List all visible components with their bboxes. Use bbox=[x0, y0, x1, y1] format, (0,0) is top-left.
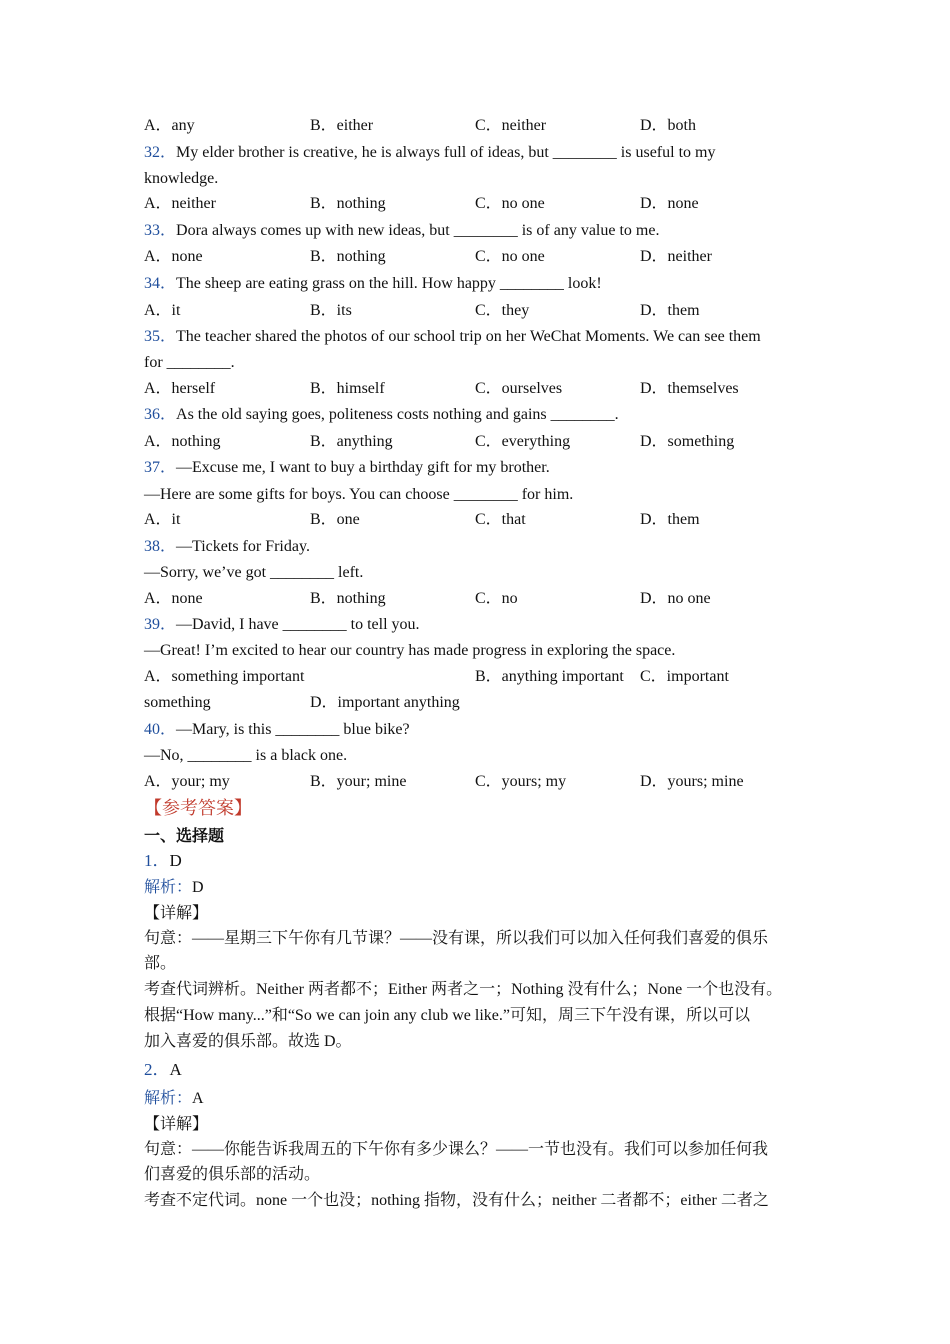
question-text: —Tickets for Friday. bbox=[176, 538, 310, 555]
analysis-label: 解析： bbox=[144, 1090, 193, 1107]
option-a: A．none bbox=[144, 248, 203, 265]
analysis-line bbox=[144, 1089, 204, 1109]
explanation-line: 句意：——你能告诉我周五的下午你有多少课么？——一节也没有。我们可以参加任何我 bbox=[144, 1141, 769, 1158]
answer-number: 1． bbox=[144, 851, 170, 870]
detail-label: 【详解】 bbox=[144, 1116, 209, 1133]
answer-value: A bbox=[169, 1060, 182, 1079]
option-c: C．no bbox=[475, 590, 518, 607]
question-36 bbox=[144, 405, 619, 425]
option-d: D．them bbox=[640, 302, 700, 319]
option-b: B．himself bbox=[310, 380, 385, 397]
answer-value: D bbox=[169, 851, 182, 870]
option-c: C．ourselves bbox=[475, 380, 563, 397]
option-a: A．herself bbox=[144, 380, 216, 397]
option-c: C．neither bbox=[475, 117, 547, 134]
question-number: 35． bbox=[144, 328, 177, 345]
option-b: B．anything important bbox=[475, 668, 624, 685]
question-34 bbox=[144, 274, 602, 294]
question-number: 40． bbox=[144, 721, 177, 738]
answer-number: 2． bbox=[144, 1060, 170, 1079]
option-d: D．neither bbox=[640, 248, 712, 265]
analysis-label: 解析： bbox=[144, 879, 193, 896]
option-b: B．either bbox=[310, 117, 374, 134]
option-c: C．important bbox=[640, 668, 729, 685]
question-text: My elder brother is creative, he is always full of ideas, but ________ is useful to my bbox=[176, 144, 716, 161]
question-text: Dora always comes up with new ideas, but ________ is of any value to me. bbox=[176, 222, 660, 239]
analysis-value: D bbox=[192, 879, 204, 896]
explanation-line: 根据“How many...”和“So we can join any club we like.”可知，周三下午没有课，所以可以 bbox=[144, 1007, 750, 1024]
question-text: As the old saying goes, politeness costs nothing and gains ________. bbox=[176, 406, 619, 423]
question-39 bbox=[144, 615, 420, 635]
option-d: D．themselves bbox=[640, 380, 739, 397]
question-text: The teacher shared the photos of our school trip on her WeChat Moments. We can see them bbox=[176, 328, 761, 345]
option-c: C．no one bbox=[475, 248, 545, 265]
option-a: A．it bbox=[144, 302, 181, 319]
option-d: D．no one bbox=[640, 590, 711, 607]
question-continuation: knowledge. bbox=[144, 170, 219, 187]
option-d: D．important anything bbox=[310, 694, 460, 711]
option-a: A．something important bbox=[144, 668, 305, 685]
option-a: A．any bbox=[144, 117, 195, 134]
option-c-continuation: something bbox=[144, 694, 211, 711]
question-continuation: —Sorry, we’ve got ________ left. bbox=[144, 564, 364, 581]
question-continuation: —No, ________ is a black one. bbox=[144, 747, 348, 764]
question-35 bbox=[144, 327, 761, 347]
question-number: 37． bbox=[144, 459, 177, 476]
analysis-line bbox=[144, 878, 204, 898]
option-b: B．its bbox=[310, 302, 352, 319]
explanation-line: 考查不定代词。none 一个也没；nothing 指物，没有什么；neither 二者都不；either 二者之 bbox=[144, 1192, 769, 1209]
option-b: B．your; mine bbox=[310, 773, 407, 790]
explanation-line: 加入喜爱的俱乐部。故选 D。 bbox=[144, 1033, 352, 1050]
question-text: —Mary, is this ________ blue bike? bbox=[176, 721, 410, 738]
option-b: B．nothing bbox=[310, 248, 386, 265]
option-d: D．none bbox=[640, 195, 699, 212]
analysis-value: A bbox=[192, 1090, 204, 1107]
option-c: C．everything bbox=[475, 433, 571, 450]
explanation-line: 考查代词辨析。Neither 两者都不；Either 两者之一；Nothing 没有什么；None 一个也没有。 bbox=[144, 981, 783, 998]
explanation-line: 部。 bbox=[144, 955, 177, 972]
question-number: 32． bbox=[144, 144, 177, 161]
detail-label: 【详解】 bbox=[144, 905, 209, 922]
question-number: 39． bbox=[144, 616, 177, 633]
question-38 bbox=[144, 537, 310, 557]
option-d: D．both bbox=[640, 117, 697, 134]
question-text: The sheep are eating grass on the hill. How happy ________ look! bbox=[176, 275, 602, 292]
section-title: 一、选择题 bbox=[144, 828, 225, 845]
option-d: D．them bbox=[640, 511, 700, 528]
question-40 bbox=[144, 720, 410, 740]
option-c: C．that bbox=[475, 511, 526, 528]
option-a: A．your; my bbox=[144, 773, 230, 790]
option-b: B．nothing bbox=[310, 195, 386, 212]
question-33 bbox=[144, 221, 659, 241]
question-32 bbox=[144, 143, 715, 163]
question-number: 36． bbox=[144, 406, 177, 423]
option-a: A．nothing bbox=[144, 433, 221, 450]
option-d: D．something bbox=[640, 433, 735, 450]
option-c: C．yours; my bbox=[475, 773, 567, 790]
question-number: 34． bbox=[144, 275, 177, 292]
option-c: C．they bbox=[475, 302, 530, 319]
question-text: —Excuse me, I want to buy a birthday gift for my brother. bbox=[176, 459, 550, 476]
option-b: B．anything bbox=[310, 433, 393, 450]
option-d: D．yours; mine bbox=[640, 773, 744, 790]
option-a: A．it bbox=[144, 511, 181, 528]
answer-header: 【参考答案】 bbox=[144, 798, 252, 818]
explanation-line: 句意：——星期三下午你有几节课？——没有课，所以我们可以加入任何我们喜爱的俱乐 bbox=[144, 930, 769, 947]
answer-2 bbox=[144, 1060, 182, 1080]
option-b: B．nothing bbox=[310, 590, 386, 607]
answer-1 bbox=[144, 851, 182, 871]
option-b: B．one bbox=[310, 511, 360, 528]
explanation-line: 们喜爱的俱乐部的活动。 bbox=[144, 1166, 321, 1183]
question-continuation: —Here are some gifts for boys. You can choose ________ for him. bbox=[144, 486, 574, 503]
option-a: A．neither bbox=[144, 195, 216, 212]
question-number: 33． bbox=[144, 222, 177, 239]
option-c: C．no one bbox=[475, 195, 545, 212]
question-continuation: for ________. bbox=[144, 354, 235, 371]
question-number: 38． bbox=[144, 538, 177, 555]
option-a: A．none bbox=[144, 590, 203, 607]
question-text: —David, I have ________ to tell you. bbox=[176, 616, 420, 633]
question-37 bbox=[144, 458, 550, 478]
question-continuation: —Great! I’m excited to hear our country has made progress in exploring the space. bbox=[144, 642, 676, 659]
